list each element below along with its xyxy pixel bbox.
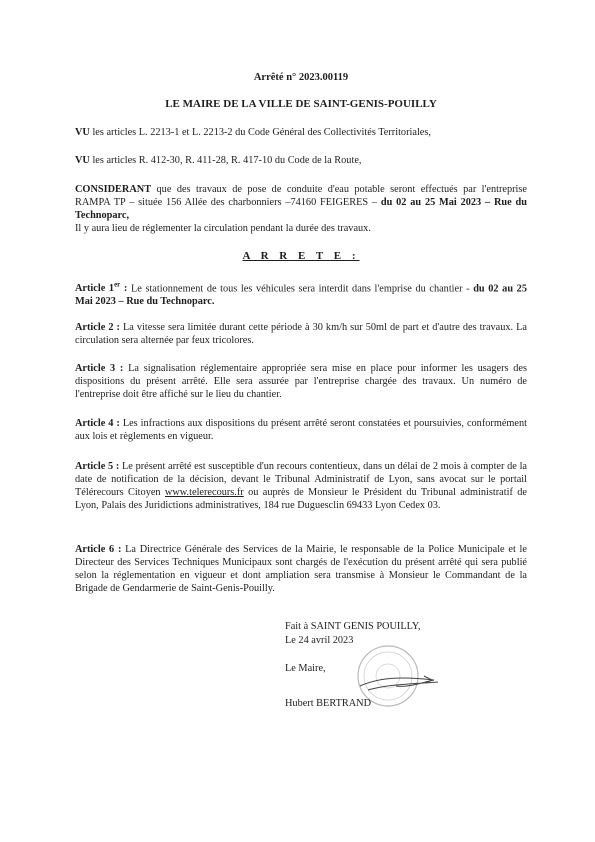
signature-place: Fait à SAINT GENIS POUILLY, bbox=[285, 621, 421, 632]
article-2 bbox=[75, 321, 527, 347]
article-4 bbox=[75, 417, 527, 443]
article-text: Le présent arrêté est susceptible d'un recours contentieux, dans un délai de 2 mois à compter de la date de notification de la décision, devant le Tribunal Administratif de Lyon, sans avocat sur le portail Télérecours Citoyen bbox=[75, 461, 527, 498]
vu-text: les articles R. 412-30, R. 411-28, R. 417-10 du Code de la Route, bbox=[89, 155, 362, 166]
article-label: Article 2 : bbox=[75, 322, 120, 333]
article-dates: du 02 au 25 Mai 2023 – Rue du Technoparc. bbox=[75, 283, 527, 308]
article-5 bbox=[75, 460, 527, 512]
article-6 bbox=[75, 543, 527, 595]
considerant-paragraph bbox=[75, 183, 527, 235]
article-text: Le stationnement de tous les véhicules sera interdit dans l'emprise du chantier - bbox=[127, 283, 474, 295]
considerant-dates: du 02 au 25 Mai 2023 – Rue du Technoparc, bbox=[75, 197, 527, 221]
telerecours-link[interactable]: www.telerecours.fr bbox=[164, 487, 244, 498]
article-label: Article 5 : bbox=[75, 461, 120, 472]
considerant-text: que des travaux de pose de conduite d'eau potable seront effectués par l'entreprise RAMPA TP – située 156 Allée des charbonniers –74160 FEIGERES – bbox=[75, 184, 527, 208]
considerant-lead: CONSIDERANT bbox=[75, 184, 152, 195]
vu-lead: VU bbox=[75, 127, 90, 138]
signature-name: Hubert BERTRAND bbox=[285, 698, 372, 709]
article-3 bbox=[75, 362, 527, 401]
arrete-number: Arrêté n° 2023.00119 bbox=[253, 72, 349, 83]
vu-lead: VU bbox=[75, 155, 90, 166]
article-label: Article 1er : bbox=[75, 281, 128, 295]
signature-role: Le Maire, bbox=[285, 663, 326, 674]
vu-text: les articles L. 2213-1 et L. 2213-2 du Code Général des Collectivités Territoriales, bbox=[89, 127, 431, 138]
signature-date: Le 24 avril 2023 bbox=[285, 635, 354, 646]
article-text: La vitesse sera limitée durant cette période à 30 km/h sur 50ml de part et d'autre des travaux. La circulation sera alternée par feux tricolores. bbox=[75, 322, 528, 346]
vu-paragraph-2 bbox=[75, 154, 527, 167]
article-text: Les infractions aux dispositions du présent arrêté seront constatées et poursuivies, conformément aux lois et règlements en vigueur. bbox=[75, 418, 528, 442]
article-label: Article 6 : bbox=[75, 544, 122, 555]
article-label: Article 3 : bbox=[75, 363, 124, 374]
considerant-conclusion: Il y aura lieu de réglementer la circulation pendant la durée des travaux. bbox=[75, 223, 371, 234]
article-text: ou auprès de Monsieur le Président du Tribunal administratif de Lyon, Palais des Juridictions administratives, 184 rue Duguesclin 69433 Lyon Cedex 03. bbox=[75, 487, 527, 511]
maire-title: LE MAIRE DE LA VILLE DE SAINT-GENIS-POUILLY bbox=[165, 98, 437, 110]
article-label: Article 4 : bbox=[75, 418, 120, 429]
vu-paragraph-1 bbox=[75, 126, 527, 139]
article-text: La Directrice Générale des Services de la Mairie, le responsable de la Police Municipale et le Directeur des Services Techniques Municipaux sont chargés de l'exécution du présent arrêté qui sera publié selon la réglementation en vigueur et dont ampliation sera transmise à Monsieur le Commandant de la Brigade de Gendarmerie de Saint-Genis-Pouilly. bbox=[75, 544, 527, 594]
article-text: La signalisation réglementaire appropriée sera mise en place pour informer les usagers des dispositions du présent arrêté. Elle sera assurée par l'entreprise chargée des travaux. Un numéro de l'entreprise doit être affiché sur le lieu du chantier. bbox=[75, 363, 527, 400]
arrete-heading: A R R E T E : bbox=[242, 250, 360, 262]
article-1 bbox=[75, 279, 527, 308]
